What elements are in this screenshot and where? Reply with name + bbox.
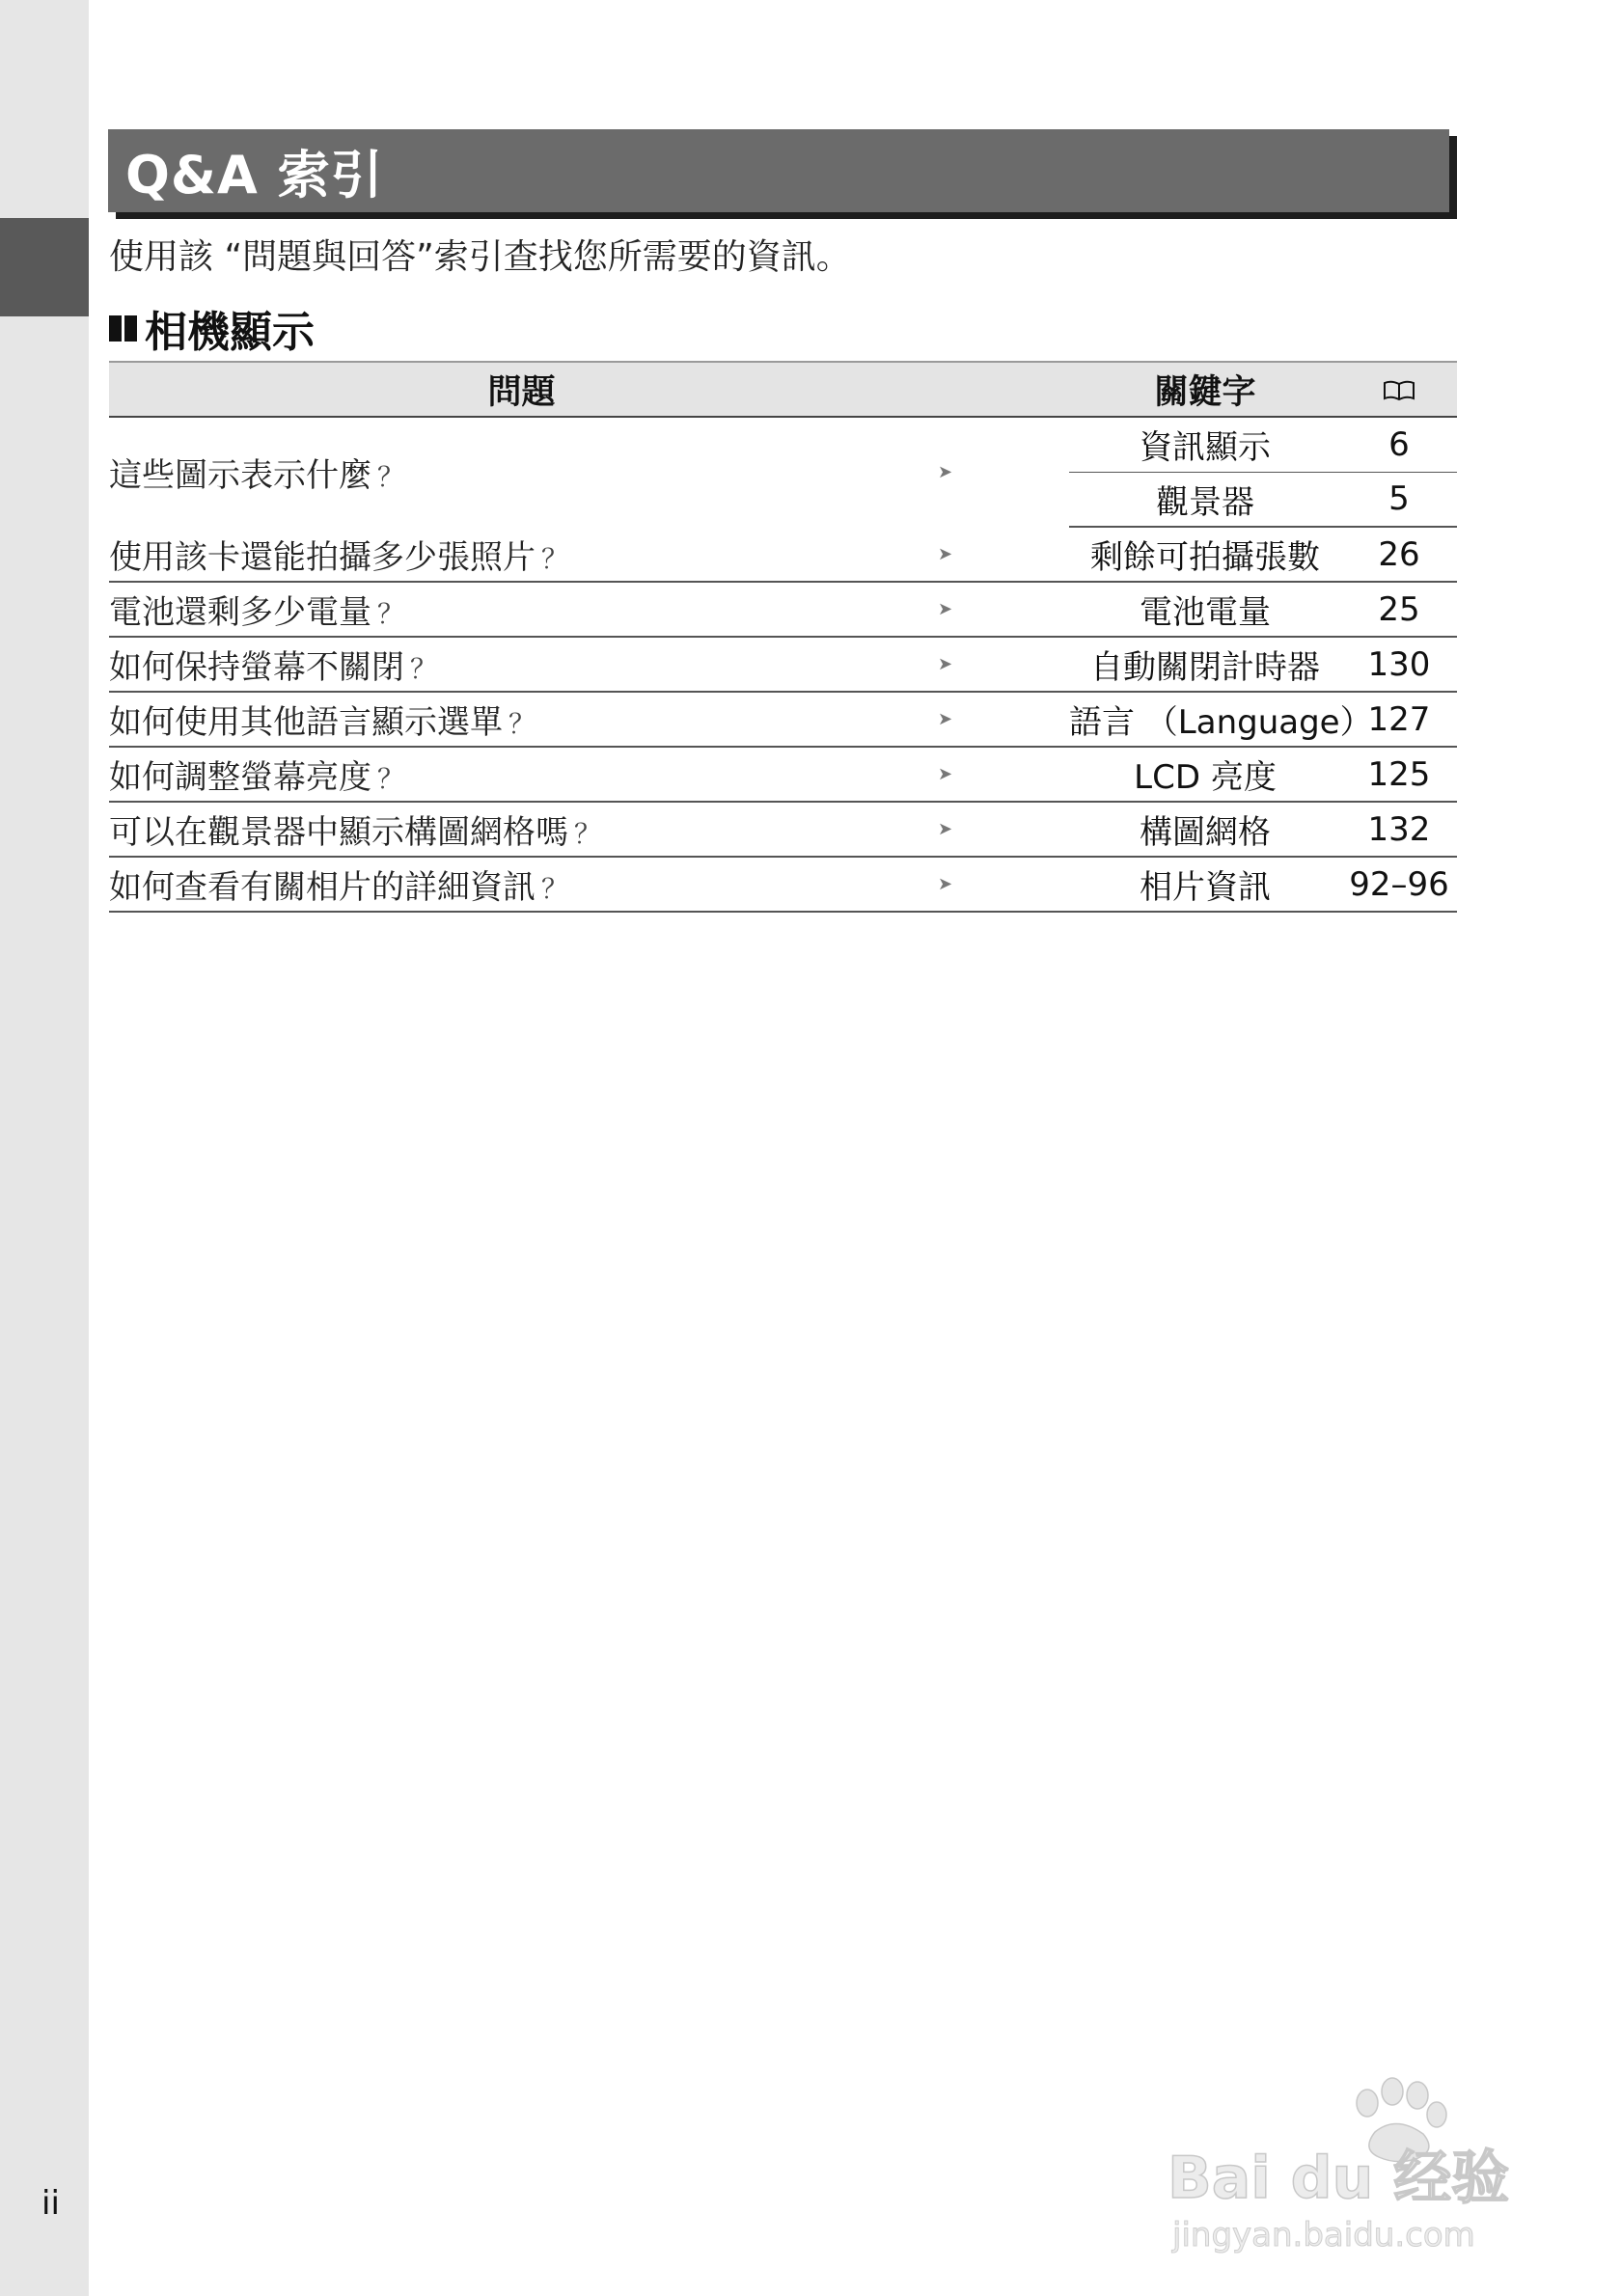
- keyword-cell: 自動關閉計時器: [1069, 637, 1341, 692]
- page-ref-cell: 130: [1341, 637, 1457, 692]
- arrow-icon: ➤: [934, 747, 1069, 802]
- question-cell: [109, 747, 934, 802]
- qa-table: [109, 361, 1457, 913]
- keyword-cell: 資訊顯示: [1069, 417, 1341, 472]
- page-ref-cell: 25: [1341, 582, 1457, 637]
- question-mark: ？: [377, 763, 405, 795]
- question-text: 電池還剩多少電量: [109, 593, 371, 632]
- page-ref-cell: 127: [1341, 692, 1457, 747]
- keyword-cell: 相片資訊: [1069, 857, 1341, 912]
- table-row: [109, 417, 1457, 472]
- question-mark: ？: [377, 598, 405, 630]
- arrow-icon: ➤: [938, 462, 953, 482]
- page-ref-cell: 26: [1341, 527, 1457, 582]
- question-mark: ？: [574, 818, 602, 850]
- question-cell: [109, 637, 934, 692]
- question-text: 如何調整螢幕亮度: [109, 758, 371, 797]
- qa-table-body: [109, 417, 1457, 912]
- section-marker-icon: [109, 315, 137, 342]
- page-ref-cell: 132: [1341, 802, 1457, 857]
- left-margin: [0, 0, 89, 2296]
- question-mark: ？: [541, 873, 569, 905]
- arrow-icon: ➤: [934, 692, 1069, 747]
- keyword-cell: 剩餘可拍攝張數: [1069, 527, 1341, 582]
- arrow-icon: ➤: [934, 582, 1069, 637]
- page-number: ii: [41, 2184, 60, 2223]
- arrow-icon: ➤: [934, 857, 1069, 912]
- thumb-index-tab: [0, 218, 89, 316]
- keyword-cell: LCD 亮度: [1069, 747, 1341, 802]
- page-ref-cell: 6: [1341, 417, 1457, 472]
- table-row: [109, 692, 1457, 747]
- header-arrow-spacer: [934, 362, 1069, 417]
- question-mark: ？: [541, 542, 569, 575]
- book-icon: [1383, 380, 1415, 401]
- question-cell: [109, 582, 934, 637]
- question-text: 可以在觀景器中顯示構圖網格嗎: [109, 813, 568, 852]
- table-row: [109, 582, 1457, 637]
- table-row: [109, 857, 1457, 912]
- question-cell: [109, 417, 934, 527]
- question-mark: ？: [410, 653, 438, 685]
- question-cell: [109, 857, 934, 912]
- page-ref-cell: 5: [1341, 472, 1457, 527]
- watermark-url: jingyan.baidu.com: [1172, 2216, 1475, 2255]
- table-row: [109, 527, 1457, 582]
- title-bar: [108, 129, 1449, 212]
- question-text: 如何使用其他語言顯示選單: [109, 703, 503, 742]
- keyword-cell: 觀景器: [1069, 472, 1341, 527]
- section-heading: [109, 297, 315, 359]
- page-title: Q&A 索引: [125, 144, 384, 205]
- question-mark: ？: [508, 708, 536, 740]
- question-cell: [109, 692, 934, 747]
- question-cell: [109, 527, 934, 582]
- keyword-cell: 電池電量: [1069, 582, 1341, 637]
- baidu-watermark: [1143, 2064, 1558, 2257]
- header-keyword: 關鍵字: [1069, 362, 1341, 417]
- keyword-cell: 構圖網格: [1069, 802, 1341, 857]
- question-cell: [109, 802, 934, 857]
- page-ref-cell: 92–96: [1341, 857, 1457, 912]
- arrow-icon: ➤: [934, 637, 1069, 692]
- watermark-brand: Bai du 经验: [1168, 2145, 1510, 2212]
- question-mark: ？: [377, 461, 405, 493]
- table-row: [109, 802, 1457, 857]
- table-header-row: [109, 362, 1457, 417]
- section-title: 相機顯示: [145, 308, 315, 357]
- question-text: 這些圖示表示什麼: [109, 456, 371, 495]
- question-text: 使用該卡還能拍攝多少張照片: [109, 537, 536, 577]
- question-text: 如何保持螢幕不關閉: [109, 648, 404, 687]
- arrow-icon: ➤: [934, 527, 1069, 582]
- header-page: [1341, 362, 1457, 417]
- arrow-icon: ➤: [934, 802, 1069, 857]
- intro-text: 使用該 “問題與回答”索引查找您所需要的資訊。: [109, 237, 851, 277]
- table-row: [109, 637, 1457, 692]
- page-ref-cell: 125: [1341, 747, 1457, 802]
- question-text: 如何查看有關相片的詳細資訊: [109, 868, 536, 907]
- table-row: [109, 747, 1457, 802]
- header-question: 問題: [109, 362, 934, 417]
- keyword-cell: 語言 （Language）: [1069, 692, 1341, 747]
